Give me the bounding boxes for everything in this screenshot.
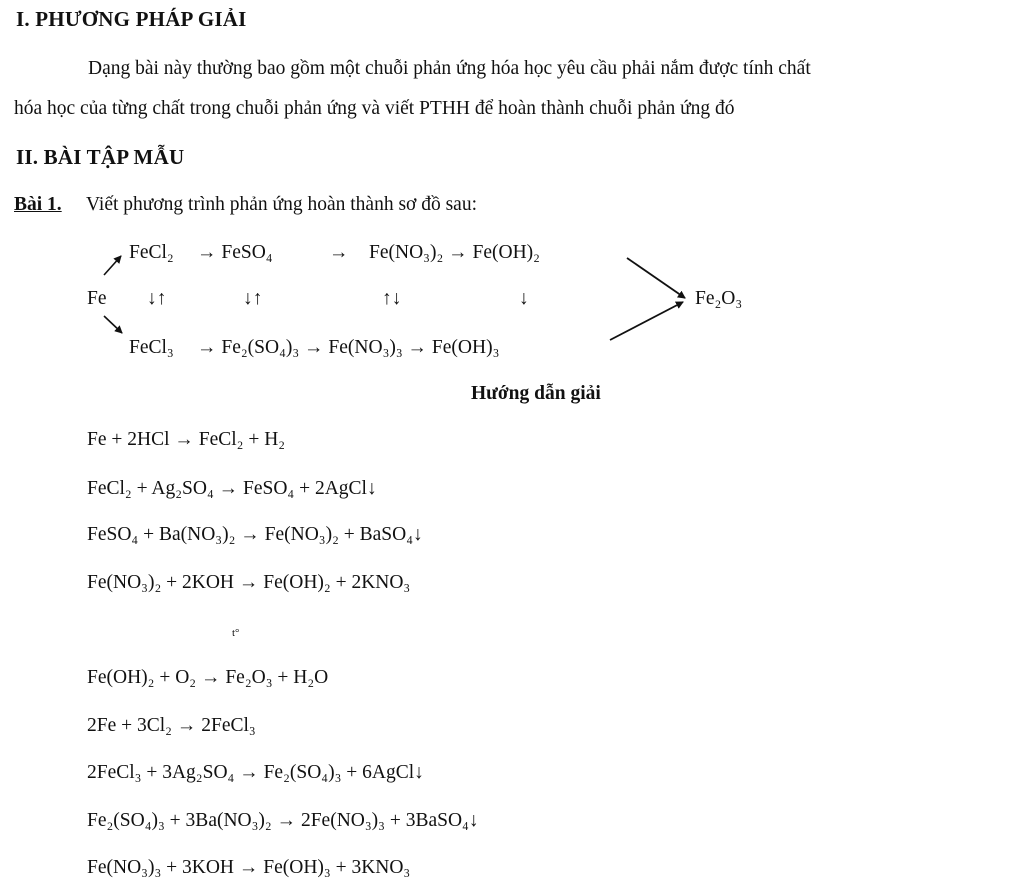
scheme-top-fe-no3-2: Fe(NO₃)₂ → Fe(OH)₂: [369, 242, 540, 263]
exercise-label: Bài 1.: [14, 194, 62, 215]
section-1-title: I. PHƯƠNG PHÁP GIẢI: [16, 7, 247, 31]
equation-1: Fe + 2HCl → FeCl₂ + H₂: [87, 429, 286, 450]
equation-8: Fe₂(SO₄)₃ + 3Ba(NO₃)₂ → 2Fe(NO₃)₃ + 3BaSO₄↓: [87, 810, 479, 831]
equation-2: FeCl₂ + Ag₂SO₄ → FeSO₄ + 2AgCl↓: [87, 478, 377, 499]
equation-3: FeSO₄ + Ba(NO₃)₂ → Fe(NO₃)₂ + BaSO₄↓: [87, 524, 423, 545]
equation-4: Fe(NO₃)₂ + 2KOH → Fe(OH)₂ + 2KNO₃: [87, 572, 411, 593]
arrow-fe-to-fecl2: [104, 256, 121, 275]
exercise-prompt: Viết phương trình phản ứng hoàn thành sơ đồ sau:: [86, 194, 477, 215]
equation-9: Fe(NO₃)₃ + 3KOH → Fe(OH)₃ + 3KNO₃: [87, 857, 411, 878]
scheme-bottom-chain: → Fe₂(SO₄)₃ → Fe(NO₃)₃ → Fe(OH)₃: [197, 337, 500, 358]
scheme-mid-arrow-3: ↑↓: [382, 288, 402, 309]
scheme-end-fe2o3: Fe₂O₃: [695, 288, 743, 309]
arrow-fe-oh3-to-fe2o3: [610, 302, 683, 340]
scheme-mid-arrow-4: ↓: [519, 288, 529, 309]
scheme-top-feso4: → FeSO₄: [197, 242, 273, 263]
scheme-start-fe: Fe: [87, 288, 107, 309]
scheme-top-arrow: →: [329, 242, 349, 263]
scheme-top-fecl2: FeCl₂: [129, 242, 174, 263]
scheme-mid-arrow-1: ↓↑: [147, 288, 167, 309]
scheme-mid-arrow-2: ↓↑: [243, 288, 263, 309]
arrow-fe-to-fecl3: [104, 316, 122, 333]
equation-7: 2FeCl₃ + 3Ag₂SO₄ → Fe₂(SO₄)₃ + 6AgCl↓: [87, 762, 424, 783]
section-2-title: II. BÀI TẬP MẪU: [16, 145, 185, 169]
solution-title: Hướng dẫn giải: [471, 383, 601, 404]
equation-6: 2Fe + 3Cl₂ → 2FeCl₃: [87, 715, 256, 736]
scheme-bottom-fecl3: FeCl₃: [129, 337, 174, 358]
intro-paragraph-line-2: hóa học của từng chất trong chuỗi phản ứng và viết PTHH để hoàn thành chuỗi phản ứng đó: [14, 98, 735, 119]
arrow-fe-oh2-to-fe2o3: [627, 258, 685, 298]
intro-paragraph-line-1: Dạng bài này thường bao gồm một chuỗi phản ứng hóa học yêu cầu phải nắm được tính chất: [88, 58, 811, 79]
heat-condition-label: t°: [232, 627, 240, 639]
equation-5: Fe(OH)₂ + O₂ → Fe₂O₃ + H₂O: [87, 667, 329, 688]
